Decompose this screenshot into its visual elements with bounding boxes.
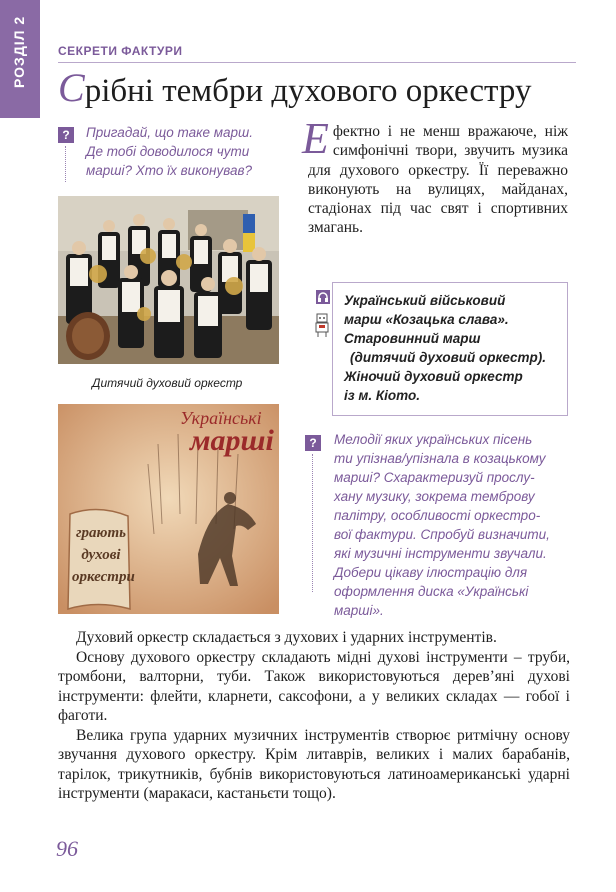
- question-2-line: марші».: [334, 603, 384, 618]
- album-title-main: марші: [190, 424, 274, 457]
- question-2-line: які музичні інструменти звучали.: [334, 546, 547, 561]
- headphones-icon: [316, 290, 330, 304]
- question-1-line: Пригадай, що таке марш.: [86, 125, 254, 140]
- listening-line: Старовинний марш: [344, 331, 481, 346]
- question-2-line: марші? Схарактеризуй прослу-: [334, 470, 535, 485]
- title-rest: рібні тембри духового оркестру: [84, 73, 532, 109]
- question-2-line: Добери цікаву ілюстрацію для: [334, 565, 528, 580]
- page-number: 96: [56, 836, 78, 861]
- listening-line: Жіночий духовий оркестр: [344, 369, 523, 384]
- intro-paragraph: [302, 114, 568, 238]
- header-rule: [58, 62, 576, 63]
- album-left-text: [72, 522, 135, 588]
- body-paragraph: Велика група ударних музичних інструментів створює ритмічну основу звучання духового оркестру. Крім литаврів, великих і малих барабанів, тарілок, трикутників, бубнів використовуються латиноамериканські ударні інструменти (маракаси, кастаньєти тощо).: [58, 726, 570, 802]
- question-2-line: хану музику, зокрема темброву: [334, 489, 535, 504]
- section-tab: [0, 0, 40, 118]
- question-2: [334, 430, 570, 620]
- question-dotted-line: [312, 454, 313, 592]
- section-label: СЕКРЕТИ ФАКТУРИ: [58, 44, 183, 58]
- question-1-line: Де тобі доводилося чути: [86, 144, 250, 159]
- question-1: [86, 123, 253, 180]
- listening-line: (дитячий духовий оркестр).: [350, 350, 547, 365]
- listening-line: марш «Козацька слава».: [344, 312, 509, 327]
- page-title: [58, 64, 531, 111]
- body-paragraph: Духовий оркестр складається з духових і ударних інструментів.: [76, 629, 497, 646]
- section-tab-label: РОЗДІЛ 2: [11, 15, 27, 88]
- question-icon: ?: [305, 435, 321, 451]
- question-2-line: палітру, особливості оркестро-: [334, 508, 541, 523]
- question-2-line: оформлення диска «Українські: [334, 584, 529, 599]
- album-left-line: оркестри: [72, 569, 135, 585]
- listening-line: із м. Кіото.: [344, 388, 420, 403]
- album-title-top: Українські: [180, 408, 262, 428]
- album-cover: [58, 404, 279, 614]
- listening-line: Український військовий: [344, 293, 506, 308]
- question-1-line: марші? Хто їх виконував?: [86, 163, 253, 178]
- orchestra-photo: [58, 196, 279, 364]
- title-initial: С: [58, 65, 85, 110]
- listening-list: [344, 291, 546, 405]
- album-left-line: духові: [81, 547, 121, 563]
- question-2-line: вої фактури. Спробуй визначити,: [334, 527, 550, 542]
- body-text: [58, 628, 570, 804]
- photo-caption: Дитячий духовий оркестр: [92, 376, 243, 390]
- orchestra-photo-image: [58, 196, 279, 364]
- robot-icon: [312, 312, 332, 338]
- question-2-line: Мелодії яких українських пісень: [334, 432, 533, 447]
- question-icon: ?: [58, 127, 74, 143]
- album-left-line: грають: [75, 525, 126, 541]
- question-2-line: ти упізнав/упізнала в козацькому: [334, 451, 546, 466]
- question-dotted-line: [65, 146, 66, 182]
- intro-text: фектно і не менш вражаюче, ніж симфонічні твори, звучить музика для духового оркестру. Її переважно виконують на вулицях, майданах, стадіонах під час свят і спортивних змагань.: [308, 123, 568, 237]
- drop-cap: Е: [302, 114, 329, 163]
- body-paragraph: Основу духового оркестру складають мідні духові інструменти – труби, тромбони, валторни, туби. Також використовуються дерев’яні духові інструменти: флейти, кларнети, саксофони, а у великих складах — гобої і фаготи.: [58, 648, 570, 724]
